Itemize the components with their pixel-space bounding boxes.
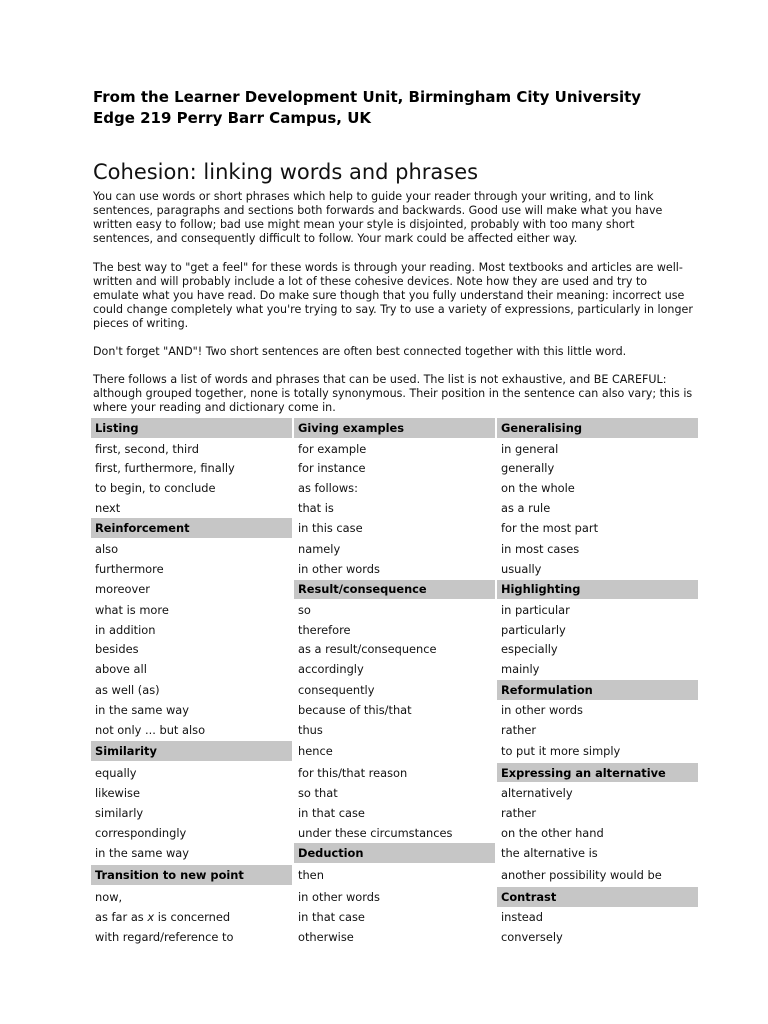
- table-row: [91, 517, 698, 539]
- phrase-cell: on the whole: [501, 480, 575, 495]
- phrase-cell: as a result/consequence: [294, 640, 497, 660]
- phrase-cell: alternatively: [501, 786, 573, 801]
- phrase-cell: not only ... but also: [91, 720, 294, 740]
- phrase-cell: to put it more simply: [501, 743, 621, 758]
- phrase-cell: therefore: [294, 620, 497, 640]
- phrase-cell: also: [91, 539, 294, 559]
- phrase-cell: in other words: [294, 559, 497, 579]
- linking-words-table-body: [91, 417, 698, 947]
- phrase-cell: for the most part: [501, 521, 599, 536]
- table-row: [91, 823, 698, 843]
- phrase-cell: on the other hand: [501, 825, 604, 840]
- phrase-cell: first, second, third: [91, 439, 294, 459]
- category-heading: Giving examples: [294, 417, 497, 439]
- list-intro-paragraph: There follows a list of words and phrases that can be used. The list is not exhaustive, and BE CAREFUL: although grouped together, none is totally synonymous. Their position in the sentence can also vary; this is where your reading and dictionary come in.: [93, 373, 693, 415]
- phrase-cell: furthermore: [91, 559, 294, 579]
- phrase-cell: correspondingly: [91, 823, 294, 843]
- phrase-cell: next: [91, 498, 294, 518]
- phrase-cell: in particular: [501, 603, 570, 618]
- phrase-cell: with regard/reference to: [91, 927, 294, 947]
- phrase-cell: conversely: [501, 930, 563, 945]
- phrase-cell: in the same way: [91, 701, 294, 721]
- header-line-2: Edge 219 Perry Barr Campus, UK: [93, 109, 372, 127]
- table-row: [91, 659, 698, 679]
- category-heading: Transition to new point: [91, 864, 294, 886]
- phrase-cell: now,: [91, 886, 294, 908]
- category-heading: Similarity: [91, 740, 294, 762]
- table-row: [91, 539, 698, 559]
- table-row: [91, 620, 698, 640]
- table-row: [91, 701, 698, 721]
- phrase-cell: above all: [91, 659, 294, 679]
- table-row: [91, 842, 698, 864]
- phrase-cell: likewise: [91, 783, 294, 803]
- phrase-cell: as a rule: [501, 500, 551, 515]
- table-row: [91, 559, 698, 579]
- phrase-cell: accordingly: [294, 659, 497, 679]
- table-row: [91, 864, 698, 886]
- phrase-cell: hence: [294, 740, 497, 762]
- phrase-cell: so that: [294, 783, 497, 803]
- phrase-cell: in that case: [294, 908, 497, 928]
- table-row: [91, 640, 698, 660]
- phrase-cell: in the same way: [91, 842, 294, 864]
- phrase-cell: consequently: [294, 679, 497, 701]
- page-title: Cohesion: linking words and phrases: [93, 160, 479, 184]
- table-row: [91, 762, 698, 784]
- phrase-cell: as follows:: [294, 478, 497, 498]
- phrase-cell: that is: [294, 498, 497, 518]
- category-heading: Generalising: [497, 417, 698, 439]
- table-row: [91, 478, 698, 498]
- category-heading: Reinforcement: [91, 517, 294, 539]
- phrase-cell: besides: [91, 640, 294, 660]
- table-row: [91, 740, 698, 762]
- phrase-cell: in most cases: [501, 541, 580, 556]
- category-heading: Highlighting: [497, 579, 698, 601]
- phrase-cell: in addition: [91, 620, 294, 640]
- phrase-cell: mainly: [501, 662, 540, 677]
- table-row: [91, 886, 698, 908]
- table-row: [91, 908, 698, 928]
- phrase-cell: what is more: [91, 600, 294, 620]
- table-row: [91, 720, 698, 740]
- phrase-cell: usually: [501, 561, 542, 576]
- phrase-cell: then: [294, 864, 497, 886]
- reading-advice-paragraph: The best way to "get a feel" for these words is through your reading. Most textbooks and articles are well-written and will probably include a lot of these cohesive devices. Note how they are used and try to emulate what you have read. Do make sure though that you fully understand their meaning: incorrect use could change completely what you're trying to say. Try to use a variety of expressions, particularly in longer pieces of writing.: [93, 261, 693, 331]
- category-heading: Contrast: [497, 886, 698, 908]
- phrase-cell: in other words: [501, 703, 583, 718]
- category-heading: Expressing an alternative: [497, 762, 698, 784]
- phrase-cell: for example: [294, 439, 497, 459]
- table-row: [91, 579, 698, 601]
- phrase-cell: in general: [501, 441, 559, 456]
- phrase-cell: generally: [501, 461, 555, 476]
- phrase-cell: in other words: [294, 886, 497, 908]
- table-row: [91, 498, 698, 518]
- phrase-cell: especially: [501, 642, 558, 657]
- phrase-cell: the alternative is: [501, 846, 598, 861]
- header-line-1: From the Learner Development Unit, Birmingham City University: [93, 88, 642, 106]
- phrase-cell: for this/that reason: [294, 762, 497, 784]
- phrase-cell: equally: [91, 762, 294, 784]
- phrase-cell: for instance: [294, 458, 497, 478]
- phrase-cell: rather: [501, 805, 537, 820]
- linking-words-table: [91, 417, 698, 947]
- table-row: [91, 679, 698, 701]
- table-row: [91, 600, 698, 620]
- phrase-cell: so: [294, 600, 497, 620]
- phrase-cell: rather: [501, 723, 537, 738]
- and-reminder-paragraph: Don't forget "AND"! Two short sentences are often best connected together with this little word.: [93, 345, 627, 358]
- category-heading: Deduction: [294, 842, 497, 864]
- phrase-cell: another possibility would be: [501, 867, 662, 882]
- phrase-cell: similarly: [91, 803, 294, 823]
- document-header: [93, 87, 641, 129]
- phrase-cell: instead: [501, 910, 544, 925]
- category-heading: Listing: [91, 417, 294, 439]
- phrase-cell: as well (as): [91, 679, 294, 701]
- table-row: [91, 803, 698, 823]
- phrase-cell: namely: [294, 539, 497, 559]
- phrase-cell: because of this/that: [294, 701, 497, 721]
- intro-paragraph: You can use words or short phrases which help to guide your reader through your writing, and to link sentences, paragraphs and sections both forwards and backwards. Good use will make what you have written easy to follow; bad use might mean your style is disjointed, probably with too many short sentences, and consequently difficult to follow. Your mark could be affected either way.: [93, 190, 663, 246]
- phrase-cell: otherwise: [294, 927, 497, 947]
- category-heading: Result/consequence: [294, 579, 497, 601]
- table-row: [91, 783, 698, 803]
- category-heading: Reformulation: [497, 679, 698, 701]
- phrase-cell: particularly: [501, 622, 566, 637]
- phrase-cell: moreover: [91, 579, 294, 601]
- table-row: [91, 439, 698, 459]
- phrase-cell: thus: [294, 720, 497, 740]
- phrase-cell: in this case: [294, 517, 497, 539]
- phrase-cell: in that case: [294, 803, 497, 823]
- phrase-cell: to begin, to conclude: [91, 478, 294, 498]
- table-row: [91, 458, 698, 478]
- phrase-cell: as far as x is concerned: [91, 908, 294, 928]
- phrase-cell: under these circumstances: [294, 823, 497, 843]
- phrase-cell: first, furthermore, finally: [91, 458, 294, 478]
- table-row: [91, 927, 698, 947]
- table-row: [91, 417, 698, 439]
